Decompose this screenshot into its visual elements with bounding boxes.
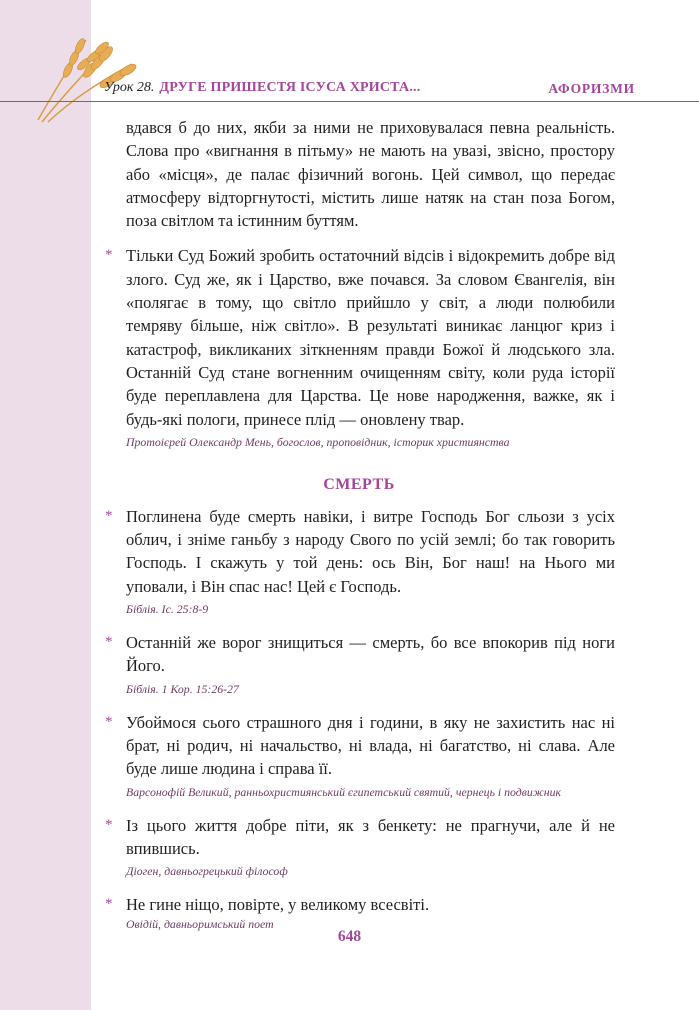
- aphorism-item: [103, 711, 615, 800]
- page-number: 648: [337, 928, 362, 945]
- running-header: [104, 80, 420, 96]
- asterisk-bullet-icon: *: [105, 713, 113, 730]
- aphorism-text: Убоймося сього страшного дня і години, в яку не захистить нас ні брат, ні родич, ні начальство, ні влада, ні багатство, ні слава. Але буде лише людина і справа її.: [126, 712, 615, 779]
- aphorism-text: Поглинена буде смерть навіки, і витре Господь Бог сльози з усіх облич, і зніме ганьбу з народу Свого по усій землі; бо так говорить Господь. І скажуть у той день: ось Він, Бог наш! на Нього ми уповали, і Він спас нас! Цей є Господь.: [126, 506, 615, 596]
- aphorism-item: [103, 893, 615, 932]
- paragraph-text: вдався б до них, якби за ними не приховувалася певна реальність. Слова про «вигнання в пітьму» не мають на увазі, звісно, простору або «місця», де палає фізичний вогонь. Цей символ, що передає атмосферу відторгнутості, містить лише натяк на стан поза Богом, поза світлом та істинним буттям.: [126, 118, 615, 231]
- aphorism-source: Біблія. 1 Кор. 15:26-27: [126, 681, 239, 696]
- aphorism-item: [103, 814, 615, 880]
- section-label: АФОРИЗМИ: [548, 81, 635, 96]
- asterisk-bullet-icon: *: [105, 507, 113, 524]
- aphorism-item: [103, 631, 615, 697]
- aphorism-item: [103, 244, 615, 449]
- asterisk-bullet-icon: *: [105, 816, 113, 833]
- aphorism-text: Останній же ворог знищиться — смерть, бо все впокорив під ноги Його.: [126, 633, 615, 676]
- asterisk-bullet-icon: *: [105, 634, 113, 651]
- aphorism-source: Варсонофій Великий, ранньохристиянський єгипетський святий, чернець і подвижник: [126, 784, 561, 799]
- aphorism-text: Тільки Суд Божий зробить остаточний відсів і відокремить добре від злого. Суд же, як і Царство, вже почався. За словом Євангелія, він «полягає в тому, що світло прийшло у світ, а люди полюбили темряву більше, ніж світло». В результаті виникає ланцюг криз і катастроф, викликаних зіткненням правди Божої й людського зла. Останній Суд стане вогненним очищенням світу, коли руда історії буде переплавлена для Царства. Це нове народження, важке, як і будь-які пологи, принесе плід — оновлену твар.: [126, 246, 615, 429]
- aphorism-source: Овідій, давньоримський поет: [126, 917, 274, 932]
- aphorism-text: Із цього життя добре піти, як з бенкету: не прагнучи, але й не впившись.: [126, 815, 615, 858]
- section-heading: СМЕРТЬ: [323, 475, 395, 493]
- aphorism-item: [103, 505, 615, 617]
- asterisk-bullet-icon: *: [105, 896, 113, 913]
- asterisk-bullet-icon: *: [105, 247, 113, 264]
- header-divider: [0, 101, 699, 102]
- continued-paragraph: [103, 116, 615, 232]
- aphorism-text: Не гине ніщо, повірте, у великому всесвіті.: [126, 895, 430, 915]
- page-sidebar-stripe: [0, 0, 91, 1010]
- page-content: [103, 116, 615, 932]
- aphorism-source: Діоген, давньогрецький філософ: [126, 864, 288, 879]
- lesson-number: Урок 28.: [104, 80, 155, 95]
- lesson-title: ДРУГЕ ПРИШЕСТЯ ІСУСА ХРИСТА...: [159, 80, 421, 95]
- aphorism-source: Біблія. Іс. 25:8-9: [126, 602, 209, 617]
- aphorism-source: Протоієрей Олександр Мень, богослов, проповідник, історик християнства: [126, 434, 510, 449]
